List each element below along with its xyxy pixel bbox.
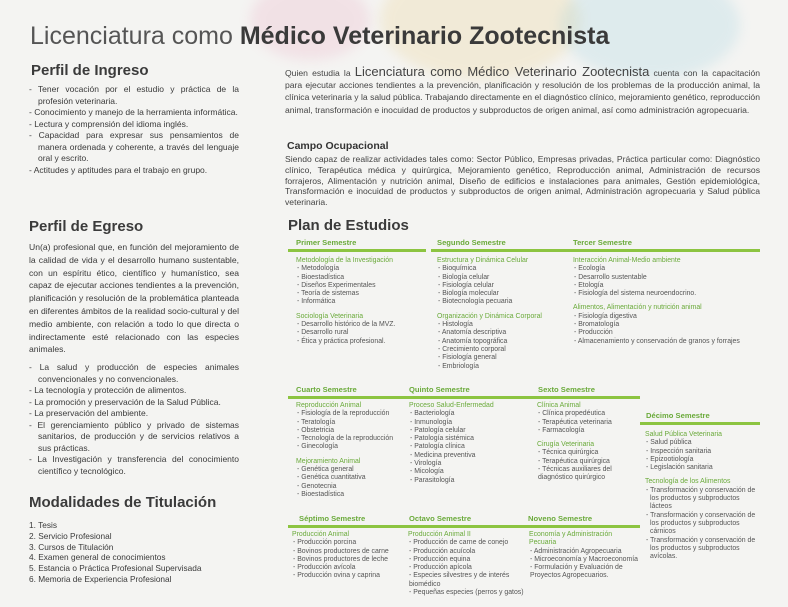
list-item: - Capacidad para expresar sus pensamientos de manera ordenada y coherente, a través del lenguaje oral y escrito. (29, 130, 239, 163)
materia-item: - Administración Agropecuaria (530, 547, 622, 555)
materia-item: - Etología (574, 281, 604, 289)
semestre-divider (406, 525, 524, 528)
materia-item: - Transformación y conservación de los productos y subproductos cárnicos (646, 511, 756, 536)
semestre-heading: Séptimo Semestre (299, 514, 366, 523)
list-item: 5. Estancia o Práctica Profesional Supervisada (29, 563, 202, 574)
semestre-content (296, 402, 408, 499)
materia-item: - Terapéutica veterinaria (538, 418, 612, 426)
list-item: - La tecnología y protección de alimentos. (29, 385, 187, 395)
materia-item: - Producción equina (409, 555, 471, 563)
materia-title: Alimentos, Alimentación y nutrición animal (573, 304, 702, 312)
materia-item: - Farmacología (538, 426, 585, 434)
semestre-content (645, 431, 760, 561)
materia-item: - Bovinos productores de leche (293, 555, 388, 563)
materia-item: - Bioestadística (297, 490, 345, 498)
materia-item: - Salud pública (646, 439, 692, 447)
materia-title: Organización y Dinámica Corporal (437, 312, 542, 320)
materia-item: - Técnica quirúrgica (538, 449, 599, 457)
list-item: - La preservación del ambiente. (29, 408, 149, 418)
materia-item: diagnóstico quirúrgico (538, 474, 606, 482)
semestre-content (573, 257, 758, 346)
materia-item: - Histología (438, 321, 473, 329)
materia-title: Mejoramiento Animal (296, 457, 361, 465)
semestre-divider (524, 525, 640, 528)
materia-title: Reproducción Animal (296, 402, 362, 409)
semestre-heading: Tercer Semestre (573, 238, 632, 247)
list-item: - Actitudes y aptitudes para el trabajo en grupo. (29, 164, 208, 175)
semestre-content (292, 531, 404, 581)
materia-item: - Producción ovina y caprina (293, 572, 380, 580)
materia-item: - Producción acuícola (409, 547, 476, 555)
materia-item: - Pequeñas especies (perros y gatos) (409, 589, 524, 597)
materia-item: - Transformación y conservación de los productos y subproductos lácteos (646, 486, 756, 511)
materia-item: - Parasitología (410, 476, 455, 484)
page-title: Licenciatura como Médico Veterinario Zootecnista (30, 22, 610, 50)
materia-item: - Transformación y conservación de los productos y subproductos avícolas. (646, 536, 756, 561)
list-item: - La salud y producción de especies animales convencionales y no convencionales. (29, 362, 239, 384)
list-item: 2. Servicio Profesional (29, 530, 112, 541)
materia-item: - Obstetricia (297, 426, 335, 434)
materia-item: - Crecimiento corporal (438, 345, 506, 353)
materia-item: - Almacenamiento y conservación de granos y forrajes (574, 337, 740, 345)
modalidades-list (29, 520, 202, 585)
materia-title: Producción Animal II (408, 531, 471, 538)
materia-item: - Anatomía topográfica (438, 337, 508, 345)
materia-item: - Fisiología general (438, 354, 497, 362)
materia-item: - Producción de carne de conejo (409, 539, 509, 547)
materia-title: Producción Animal (292, 531, 350, 538)
perfil-egreso-heading: Perfil de Egreso (29, 218, 144, 235)
materia-item: - Biología molecular (438, 290, 499, 298)
plan-estudios-heading: Plan de Estudios (288, 217, 409, 234)
list-item: 1. Tesis (29, 520, 57, 530)
semestre-heading: Quinto Semestre (409, 385, 470, 394)
materia-item: - Desarrollo rural (297, 329, 349, 337)
materia-item: - Metodología (297, 265, 340, 273)
materia-item: - Microeconomía y Macroeconomía (530, 555, 638, 563)
materia-item: - Genética cuantitativa (297, 474, 366, 482)
materia-item: - Bromatología (574, 321, 620, 329)
perfil-ingreso-list (29, 84, 239, 176)
materia-item: - Fisiología del sistema neuroendocrino. (574, 290, 697, 298)
materia-title: Salud Pública Veterinaria (645, 431, 722, 438)
perfil-ingreso-heading: Perfil de Ingreso (31, 62, 149, 79)
materia-item: - Virología (410, 460, 442, 468)
perfil-egreso-list (29, 362, 239, 477)
materia-title: Estructura y Dinámica Celular (437, 257, 529, 264)
materia-item: - Ecología (574, 265, 606, 273)
list-item: - La Investigación y transferencia del conocimiento científico y tecnológico. (29, 454, 239, 476)
semestre-content (529, 531, 640, 581)
materia-item: - Bacteriología (410, 410, 455, 418)
materia-title: Proceso Salud-Enfermedad (409, 402, 494, 409)
semestre-heading: Octavo Semestre (409, 514, 472, 523)
materia-item: - Medicina preventiva (410, 451, 476, 459)
materia-title: Economía y Administración Pecuaria (529, 531, 613, 547)
materia-title: Sociología Veterinaria (296, 312, 364, 320)
semestre-content (537, 402, 641, 483)
materia-item: - Producción apícola (409, 564, 472, 572)
materia-item: - Desarrollo sustentable (574, 273, 647, 281)
materia-title: Metodología de la Investigación (296, 257, 393, 264)
materia-item: - Producción (574, 329, 613, 337)
materia-item: - Tecnología de la reproducción (297, 435, 394, 443)
materia-item: - Clínica propedéutica (538, 410, 606, 418)
materia-item: - Informática (297, 298, 336, 306)
semestre-content (437, 257, 565, 371)
semestre-heading: Décimo Semestre (646, 411, 710, 420)
perfil-egreso-paragraph: Un(a) profesional que, en función del mejoramiento de la calidad de vida y el desarrollo humano sustentable, con un espíritu ético, científico y humanístico, sea capaz de ejecutar acciones tendientes a la prevención, planificación y resolución de la problemática planteada en diferentes ámbitos de la realidad socio-cultural y del medio ambiente, con relación a todo lo que directa o indirectamente esté relacionado con las especies animales. (29, 242, 239, 355)
semestre-divider (288, 525, 406, 528)
materia-item: biomédico (409, 580, 441, 588)
semestre-divider (431, 249, 567, 252)
materia-item: - Teoría de sistemas (297, 290, 359, 298)
semestre-divider (530, 396, 640, 399)
semestre-divider (288, 249, 426, 252)
materia-item: - Especies silvestres y de interés (409, 572, 510, 580)
list-item: - La promoción y preservación de la Salud Pública. (29, 396, 221, 407)
list-item: 6. Memoria de Experiencia Profesional (29, 573, 172, 584)
materia-item: - Teratología (297, 418, 336, 426)
materia-title: Cirugía Veterinaria (537, 441, 595, 449)
materia-item: - Fisiología digestiva (574, 312, 637, 320)
list-item: 3. Cursos de Titulación (29, 541, 114, 552)
materia-item: - Bioestadística (297, 273, 345, 281)
list-item: - Tener vocación por el estudio y práctica de la profesión veterinaria. (29, 84, 239, 106)
materia-item: - Ética y práctica profesional. (297, 337, 386, 345)
campo-ocupacional-heading: Campo Ocupacional (287, 140, 389, 152)
materia-item: - Terapéutica quirúrgica (538, 457, 610, 465)
semestre-divider (288, 396, 406, 399)
semestre-heading: Noveno Semestre (528, 514, 593, 523)
semestre-content (296, 257, 426, 346)
materia-item: - Micología (410, 468, 444, 476)
list-item: - Lectura y comprensión del idioma inglés. (29, 118, 189, 129)
semestre-divider (406, 396, 530, 399)
intro-paragraph: Quien estudia la Licenciatura como Médico Veterinario Zootecnista cuenta con la capacitación para ejecutar acciones tendientes a la prevención, planificación y resolución de los problemas de la producción animal, la clínica veterinaria y la salud pública. Trabajando directamente en el diagnóstico clínico, mejoramiento genético, reproducción animal, transformación e inocuidad de productos y subproductos de origen animal, así como administración agropecuaria. (285, 64, 761, 115)
materia-title: Interacción Animal-Medio ambiente (573, 257, 681, 264)
materia-item: - Patología celular (410, 426, 466, 434)
semestre-heading: Sexto Semestre (538, 385, 595, 394)
materia-item: - Formulación y Evaluación de (530, 564, 623, 572)
modalidades-heading: Modalidades de Titulación (29, 494, 217, 511)
materia-item: - Biotecnología pecuaria (438, 298, 513, 306)
materia-item: - Genotecnia (297, 482, 337, 490)
materia-item: - Patología clínica (410, 443, 465, 451)
materia-item: - Bovinos productores de carne (293, 547, 389, 555)
semestre-heading: Cuarto Semestre (296, 385, 357, 394)
semestre-content (409, 402, 529, 485)
materia-item: - Patología sistémica (410, 435, 474, 443)
materia-item: - Epizootiología (646, 455, 694, 463)
campo-ocupacional-text: Siendo capaz de realizar actividades tales como: Sector Público, Empresas privadas, Práctica particular como: Diagnóstico clínico, Terapéutica médica y quirúrgica, Mejoramiento genético, Reproducción animal, Administración de recursos forrajeros, Alimentación y nutrición animal, Diseño de edificios e instalaciones para animales, Gestión epidemiológica, Transformación e inocuidad de productos y subproductos de origen animal, Administración agropecuaria y Salud pública veterinaria. (285, 154, 760, 208)
materia-item: - Fisiología celular (438, 281, 494, 289)
list-item: 4. Examen general de conocimientos (29, 552, 166, 563)
materia-item: - Genética general (297, 466, 354, 474)
materia-item: - Fisiología de la reproducción (297, 410, 390, 418)
materia-item: - Técnicas auxiliares del (538, 466, 612, 474)
semestre-divider (567, 249, 760, 252)
materia-item: - Biología celular (438, 273, 490, 281)
materia-item: - Ginecología (297, 443, 338, 451)
semestre-heading: Segundo Semestre (437, 238, 506, 247)
materia-title: Tecnología de los Alimentos (645, 478, 731, 486)
semestre-heading: Primer Semestre (296, 238, 357, 247)
materia-item: Proyectos Agropecuarios. (530, 572, 609, 580)
materia-title: Clínica Animal (537, 402, 581, 409)
list-item: - Conocimiento y manejo de la herramienta informática. (29, 107, 238, 117)
materia-item: - Producción avícola (293, 564, 356, 572)
materia-item: - Diseños Experimentales (297, 281, 376, 289)
list-item: - El gerenciamiento público y privado de sistemas sanitarios, de producción y de servicios relativos a sus prácticas. (29, 419, 239, 453)
materia-item: - Inmunología (410, 418, 453, 426)
semestre-content (408, 531, 524, 597)
materia-item: - Legislación sanitaria (646, 464, 713, 472)
materia-item: - Anatomía descriptiva (438, 329, 507, 337)
semestre-divider (640, 422, 760, 425)
materia-item: - Bioquímica (438, 265, 477, 273)
materia-item: - Producción porcina (293, 539, 357, 547)
materia-item: - Embriología (438, 362, 479, 370)
materia-item: - Inspección sanitaria (646, 447, 712, 455)
materia-item: - Desarrollo histórico de la MVZ. (297, 321, 396, 329)
